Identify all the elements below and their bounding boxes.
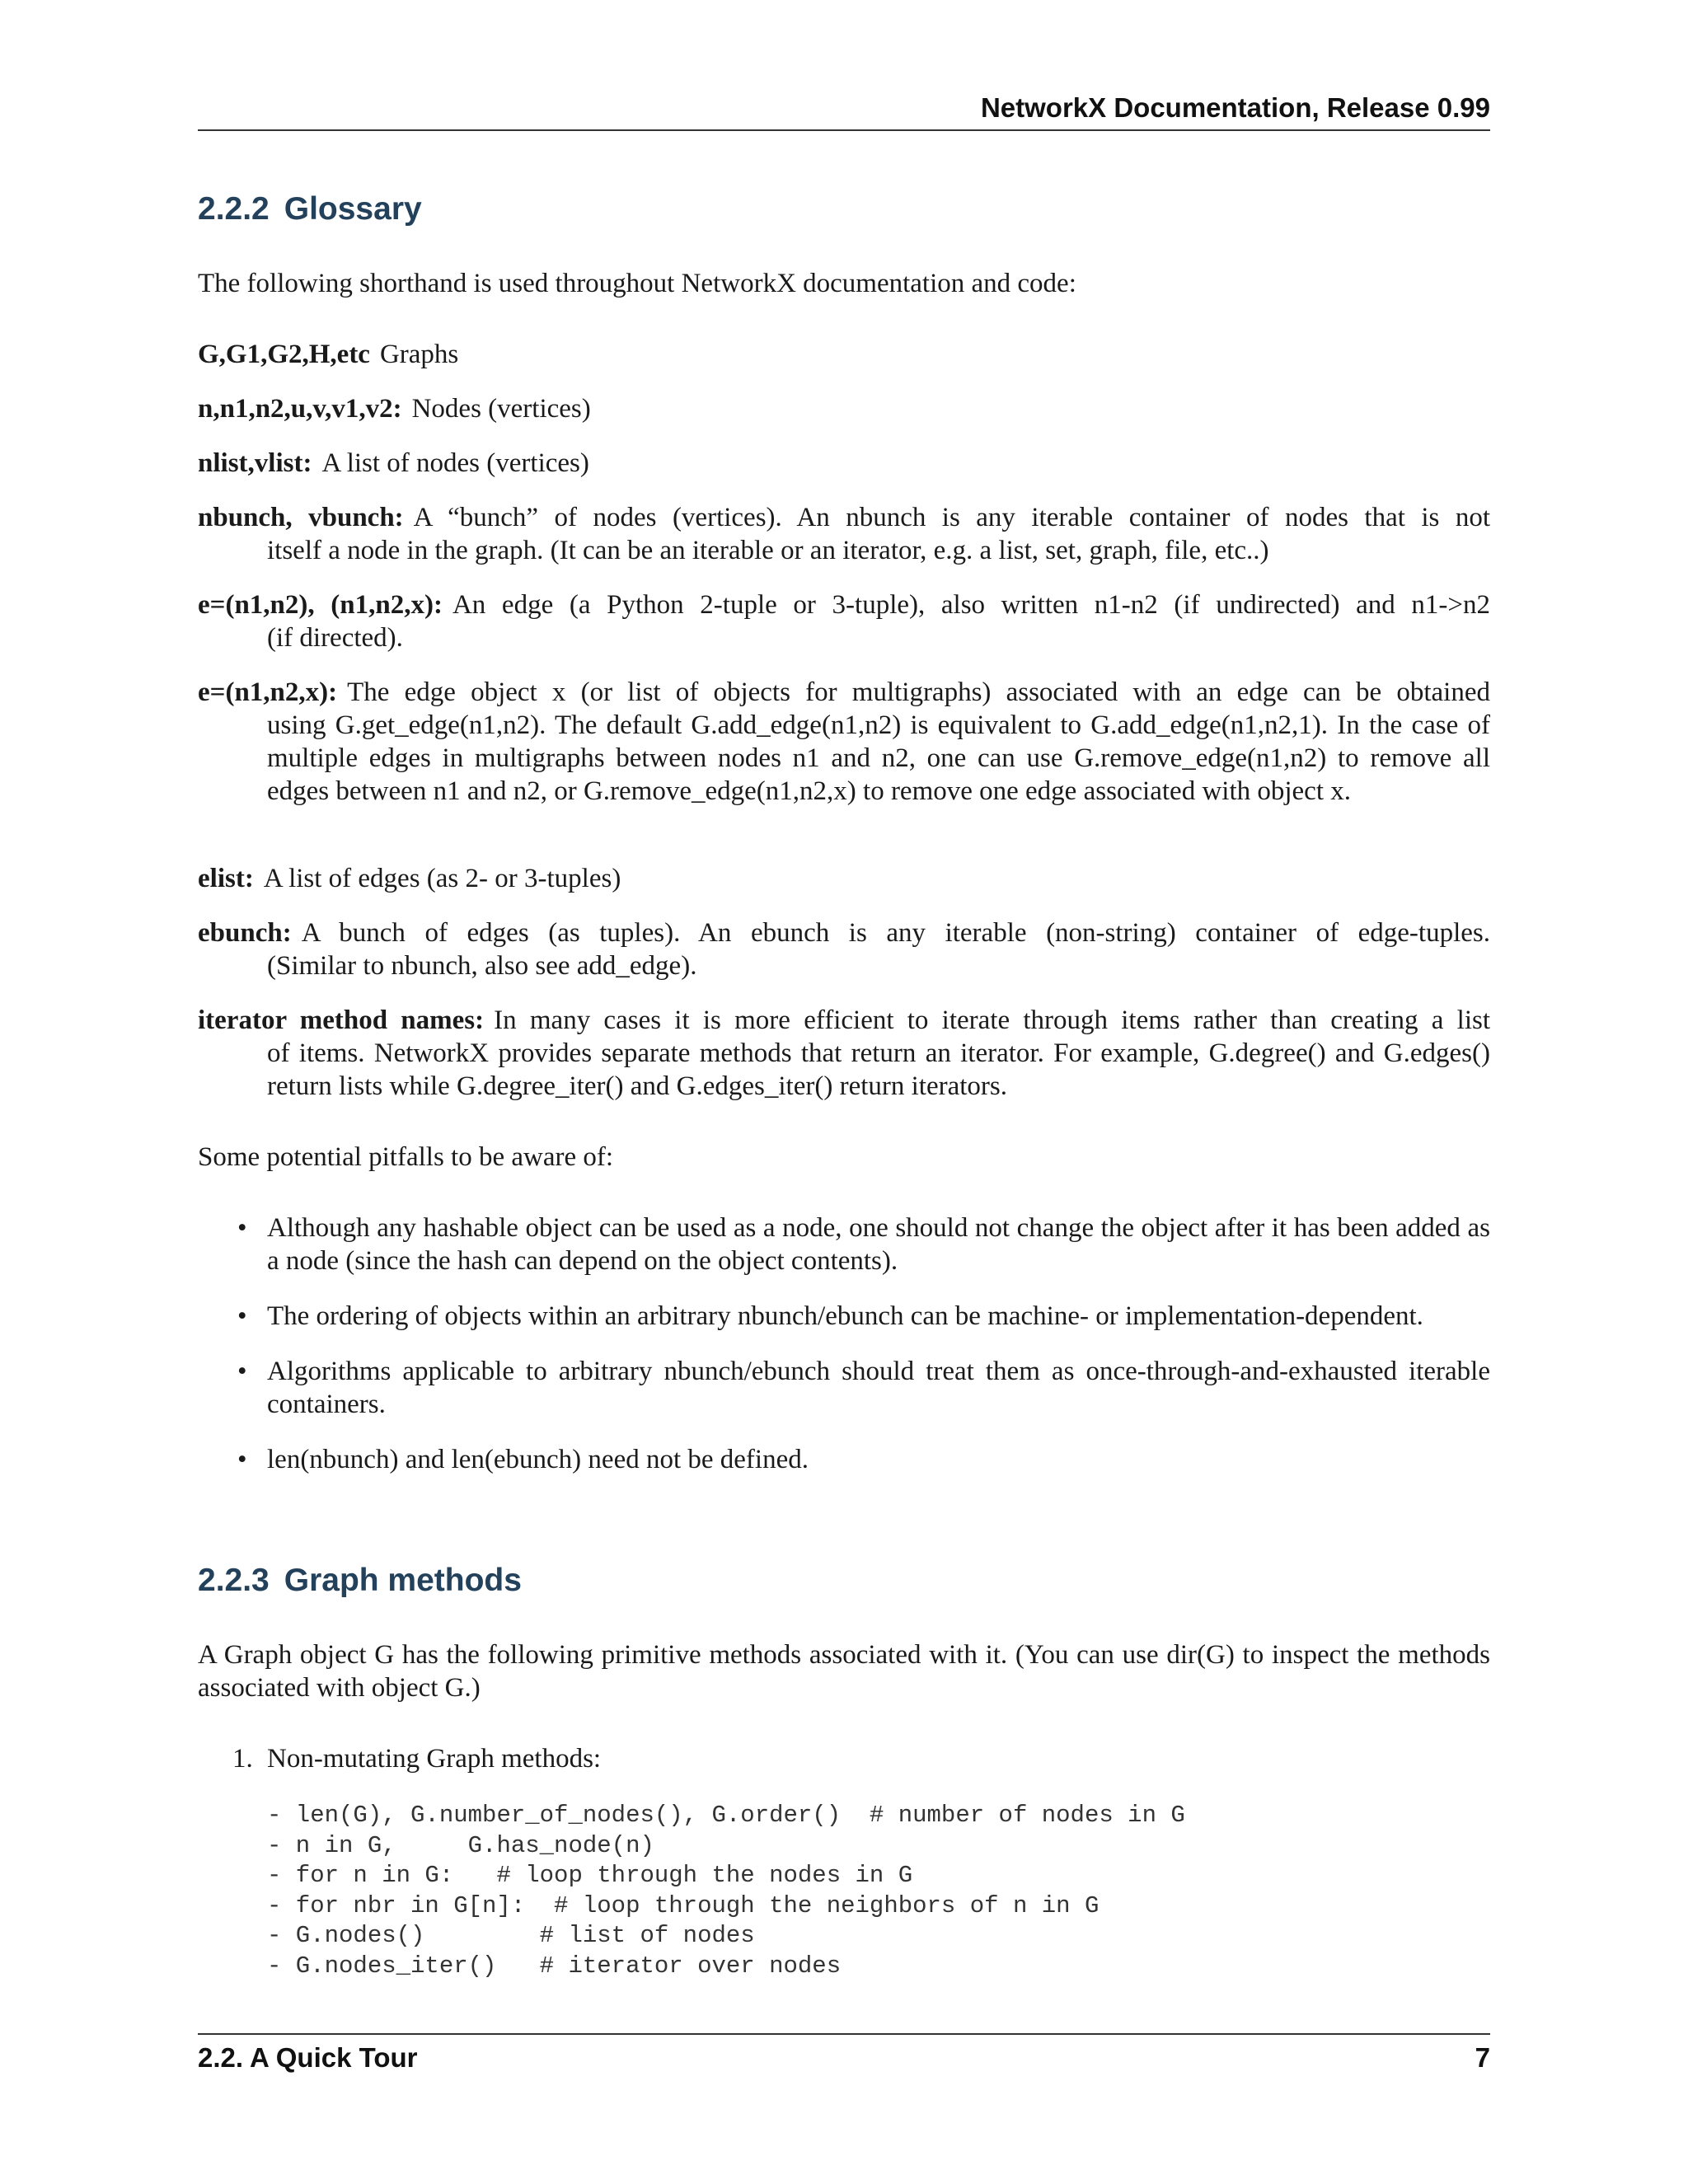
glossary-definition: Nodes (vertices) <box>411 394 591 424</box>
pitfalls-intro: Some potential pitfalls to be aware of: <box>198 1142 614 1172</box>
glossary-definition-continued: (if directed). <box>267 623 403 653</box>
glossary-entry <box>198 588 1490 654</box>
glossary-term: ebunch: <box>198 918 292 948</box>
list-item: • len(nbunch) and len(ebunch) need not be defined. <box>237 1445 809 1474</box>
code-block <box>267 1801 1185 1981</box>
page-footer <box>198 2042 1490 2074</box>
glossary-term: e=(n1,n2,x): <box>198 677 338 707</box>
code-line: - G.nodes() # list of nodes <box>267 1922 755 1949</box>
list-item: • Although any hashable object can be used as a node, one should not change the object after it has been added as a node (since the hash can depend on the object contents). <box>237 1213 1490 1276</box>
code-line: - for nbr in G[n]: # loop through the neighbors of n in G <box>267 1891 1100 1919</box>
glossary-entry <box>198 338 1490 371</box>
glossary-definition: In many cases it is more efficient to iterate through items rather than creating a list <box>494 1005 1490 1035</box>
list-number: 1. <box>232 1744 253 1774</box>
pitfalls-list <box>198 1212 1490 1498</box>
glossary-term: nlist,vlist: <box>198 448 312 478</box>
glossary-entry <box>198 1004 1490 1103</box>
code-line: - len(G), G.number_of_nodes(), G.order() # number of nodes in G <box>267 1802 1185 1829</box>
code-line: - n in G, G.has_node(n) <box>267 1831 654 1859</box>
glossary-definition: A “bunch” of nodes (vertices). An nbunch is any iterable container of nodes that is not <box>413 503 1490 532</box>
bullet-icon: • <box>237 1357 247 1386</box>
glossary-definition-continued: using G.get_edge(n1,n2). The default G.add_edge(n1,n2) is equivalent to G.add_edge(n1,n2,1). In the case of multiple edges in multigraphs between nodes n1 and n2, one can use G.remove_edge(n1,n2) to remove all edges between n1 and n2, or G.remove_edge(n1,n2,x) to remove one edge associated with object x. <box>267 710 1490 806</box>
bullet-icon: • <box>237 1301 247 1331</box>
glossary-term: n,n1,n2,u,v,v1,v2: <box>198 394 402 424</box>
glossary-entry <box>198 862 1490 895</box>
bullet-icon: • <box>237 1445 247 1474</box>
header-rule <box>198 129 1490 131</box>
glossary-entry <box>198 392 1490 425</box>
list-item-label: Non-mutating Graph methods: <box>267 1744 602 1774</box>
glossary-definition: A bunch of edges (as tuples). An ebunch is any iterable (non-string) container of edge-tuples. <box>301 918 1490 948</box>
glossary-intro: The following shorthand is used throughout NetworkX documentation and code: <box>198 269 1076 298</box>
glossary-entry <box>198 501 1490 567</box>
list-item: • Algorithms applicable to arbitrary nbunch/ebunch should treat them as once-through-and-exhausted iterable containers. <box>237 1357 1490 1419</box>
glossary-term: G,G1,G2,H,etc <box>198 340 370 369</box>
glossary-section-title: Glossary <box>284 191 422 227</box>
glossary-definition: Graphs <box>379 340 459 369</box>
glossary-section-number: 2.2.2 <box>198 191 270 227</box>
glossary-entry <box>198 676 1490 808</box>
glossary-definition-continued: of items. NetworkX provides separate methods that return an iterator. For example, G.degree() and G.edges() return lists while G.degree_iter() and G.edges_iter() return iterators. <box>267 1038 1490 1101</box>
graph-methods-section-number: 2.2.3 <box>198 1563 270 1598</box>
glossary-definition-continued: (Similar to nbunch, also see add_edge). <box>267 951 697 981</box>
glossary-heading <box>198 191 422 227</box>
document-page <box>198 0 1490 2184</box>
glossary-entry <box>198 916 1490 982</box>
glossary-entry <box>198 447 1490 480</box>
code-line: - for n in G: # loop through the nodes in G <box>267 1862 913 1889</box>
code-line: - G.nodes_iter() # iterator over nodes <box>267 1952 842 1980</box>
glossary-term: elist: <box>198 864 254 893</box>
glossary-definition: A list of nodes (vertices) <box>321 448 589 478</box>
glossary-term: iterator method names: <box>198 1005 485 1035</box>
running-header: NetworkX Documentation, Release 0.99 <box>980 92 1490 123</box>
footer-section: 2.2. A Quick Tour <box>198 2042 418 2073</box>
numbered-list <box>198 1742 1490 1775</box>
glossary-definition: A list of edges (as 2- or 3-tuples) <box>263 864 621 893</box>
graph-methods-intro: A Graph object G has the following primitive methods associated with it. (You can use dir(G) to inspect the methods associated with object G.) <box>198 1640 1490 1703</box>
bullet-icon: • <box>237 1213 247 1243</box>
glossary-term: e=(n1,n2), (n1,n2,x): <box>198 590 443 620</box>
graph-methods-section-title: Graph methods <box>284 1563 522 1598</box>
footer-rule <box>198 2033 1490 2035</box>
glossary-definition: The edge object x (or list of objects for multigraphs) associated with an edge can be obtained <box>347 677 1490 707</box>
list-item <box>198 1742 1490 1775</box>
page-number: 7 <box>1475 2042 1490 2073</box>
glossary-definition: An edge (a Python 2-tuple or 3-tuple), also written n1-n2 (if undirected) and n1->n2 <box>452 590 1490 620</box>
graph-methods-heading <box>198 1563 522 1599</box>
glossary-definition-continued: itself a node in the graph. (It can be an iterable or an iterator, e.g. a list, set, graph, file, etc..) <box>267 536 1269 565</box>
list-item: • The ordering of objects within an arbitrary nbunch/ebunch can be machine- or implementation-dependent. <box>237 1301 1423 1331</box>
glossary-term: nbunch, vbunch: <box>198 503 404 532</box>
